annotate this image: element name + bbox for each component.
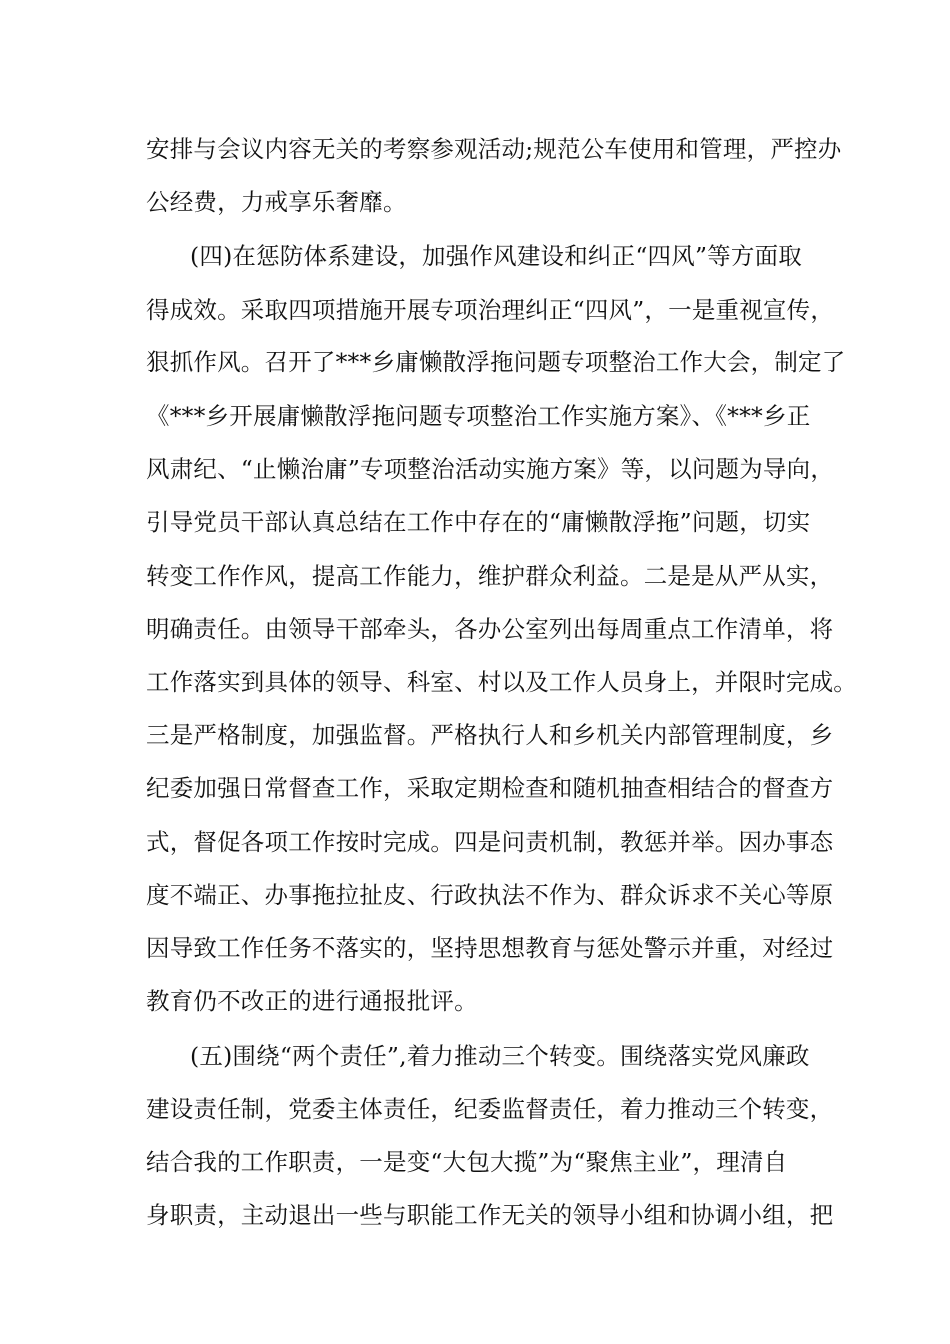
text-line: 狠抓作风。召开了***乡庸懒散浮拖问题专项整治工作大会，制定了	[146, 348, 846, 376]
text-line: 建设责任制，党委主体责任，纪委监督责任，着力推动三个转变，	[146, 1095, 834, 1123]
text-line: 结合我的工作职责，一是变“大包大揽”为“聚焦主业”，理清自	[146, 1148, 788, 1176]
text-line: 因导致工作任务不落实的，坚持思想教育与惩处警示并重，对经过	[146, 934, 834, 962]
text-line: 公经费，力戒享乐奢靡。	[146, 188, 407, 216]
text-line: 引导党员干部认真总结在工作中存在的“庸懒散浮拖”问题，切实	[146, 508, 811, 536]
text-line: 度不端正、办事拖拉扯皮、行政执法不作为、群众诉求不关心等原	[146, 881, 834, 909]
text-line: 三是严格制度，加强监督。严格执行人和乡机关内部管理制度，乡	[146, 721, 834, 749]
text-line: 工作落实到具体的领导、科室、村以及工作人员身上，并限时完成。	[146, 668, 857, 696]
text-line: 转变工作作风，提高工作能力，维护群众利益。二是是从严从实，	[146, 562, 834, 590]
text-line: 安排与会议内容无关的考察参观活动;规范公车使用和管理，严控办	[146, 135, 842, 163]
text-line: 纪委加强日常督查工作，采取定期检查和随机抽查相结合的督查方	[146, 774, 834, 802]
paragraph-heading-line: (四)在惩防体系建设，加强作风建设和纠正“四风”等方面取	[190, 242, 802, 270]
text-line: 《***乡开展庸懒散浮拖问题专项整治工作实施方案》、《***乡正	[146, 402, 811, 430]
text-line: 明确责任。由领导干部牵头，各办公室列出每周重点工作清单，将	[146, 615, 834, 643]
text-line: 得成效。采取四项措施开展专项治理纠正“四风”，一是重视宣传，	[146, 296, 835, 324]
text-line: 式，督促各项工作按时完成。四是问责机制，教惩并举。因办事态	[146, 828, 834, 856]
text-line: 教育仍不改正的进行通报批评。	[146, 987, 478, 1015]
text-line: 风肃纪、“止懒治庸”专项整治活动实施方案》等，以问题为导向，	[146, 455, 835, 483]
text-line: 身职责，主动退出一些与职能工作无关的领导小组和协调小组，把	[146, 1201, 834, 1229]
paragraph-heading-line: (五)围绕“两个责任”,着力推动三个转变。围绕落实党风廉政	[190, 1042, 810, 1070]
